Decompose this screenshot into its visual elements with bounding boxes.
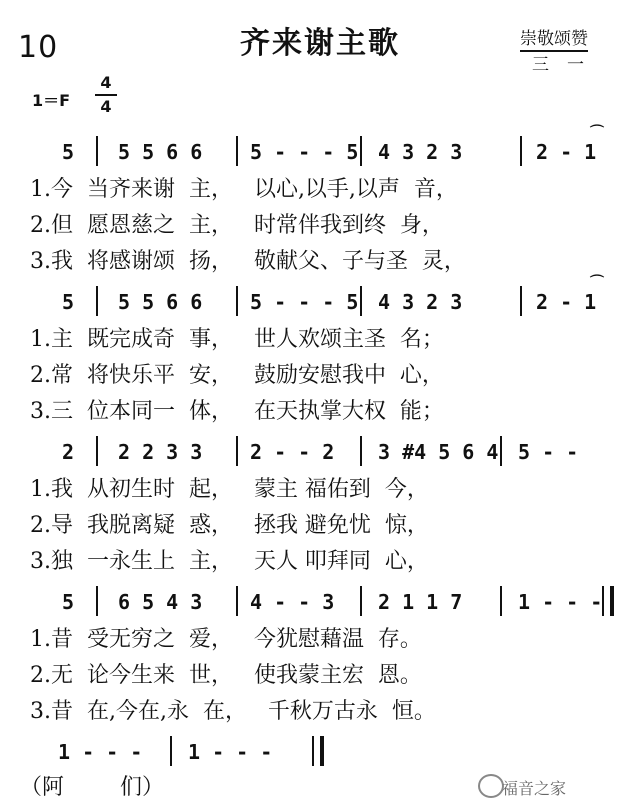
measure: 5 - - [518,440,579,464]
measure: 3 #4 5 6 4 [378,440,499,464]
barline [520,136,522,166]
pickup-note: 5 [62,590,75,614]
notes-row [0,590,640,616]
lyric-line: 2.但 愿恩慈之 主， 时常伴我到终 身， [30,213,444,238]
barline [96,436,98,466]
measure: 2 - - 2 [250,440,335,464]
barline [236,436,238,466]
lyric-line: 2.无 论今生来 世， 使我蒙主宏 恩。 [30,663,422,688]
final-barline [312,736,324,766]
measure: 1 - - - [58,740,143,764]
lyric-line: 1.昔 受无穷之 爱， 今犹慰藉温 存。 [30,627,422,652]
time-signature-bottom: 4 [100,97,112,116]
notes-row [0,275,640,316]
measure: 5 - - - 5 [250,290,359,314]
measure: 2 - 1 [536,290,597,314]
section-mark: 三一 [532,55,602,75]
hymn-number: 10 [18,30,59,65]
fermata-icon: ⌒ [590,125,604,141]
measure: 1 - - - [188,740,273,764]
watermark: 福音之家 [502,779,567,798]
barline [360,586,362,616]
barline [236,136,238,166]
pickup-note: 5 [62,290,75,314]
pickup-note: 2 [62,440,75,464]
time-signature [92,72,120,118]
barline [96,136,98,166]
measure: 5 5 6 6 [118,290,203,314]
final-barline [602,586,614,616]
barline [360,286,362,316]
measure: 6 5 4 3 [118,590,203,614]
key-signature: 1＝F [32,91,71,110]
measure: 5 - - - 5 [250,140,359,164]
lyric-line: 3.我 将感谢颂 扬， 敬献父、子与圣 灵， [30,249,466,274]
measure: 4 - - 3 [250,590,335,614]
notes-row [0,125,640,166]
barline [170,736,172,766]
lyric-line: 3.昔 在,今在,永 在， 千秋万古永 恒。 [30,699,436,724]
pickup-note: 5 [62,140,75,164]
measure: 4 3 2 3 [378,140,463,164]
measure: 2 2 3 3 [118,440,203,464]
barline [360,436,362,466]
barline [236,286,238,316]
lyric-line: 3.独 一永生上 主， 天人 叩拜同 心， [30,549,429,574]
barline [96,586,98,616]
amen-notes-row [0,740,640,766]
lyric-line: 2.常 将快乐平 安， 鼓励安慰我中 心， [30,363,444,388]
barline [520,286,522,316]
measure: 2 - 1 [536,140,597,164]
barline [500,436,502,466]
lyric-line: 2.导 我脱离疑 惑， 拯我 避免忧 惊， [30,513,429,538]
lyric-line: 3.三 位本同一 体， 在天执掌大权 能； [30,399,444,424]
time-signature-top: 4 [100,73,112,92]
lyric-line: 1.我 从初生时 起， 蒙主 福佑到 今， [30,477,429,502]
hymn-title: 齐来谢主歌 [240,26,400,61]
measure: 5 5 6 6 [118,140,203,164]
measure: 2 1 1 7 [378,590,463,614]
barline [236,586,238,616]
barline [96,286,98,316]
fermata-icon: ⌒ [590,275,604,291]
notes-row [0,440,640,466]
barline [500,586,502,616]
wechat-icon [478,774,504,798]
lyric-line: 1.主 既完成奇 事， 世人欢颂主圣 名； [30,327,444,352]
measure: 4 3 2 3 [378,290,463,314]
barline [360,136,362,166]
hymn-category: 崇敬颂赞 [520,28,588,52]
lyric-line: 1.今 当齐来谢 主， 以心,以手,以声 音， [30,177,458,202]
measure: 1 - - - [518,590,603,614]
amen-lyric: （阿 们） [20,775,164,800]
